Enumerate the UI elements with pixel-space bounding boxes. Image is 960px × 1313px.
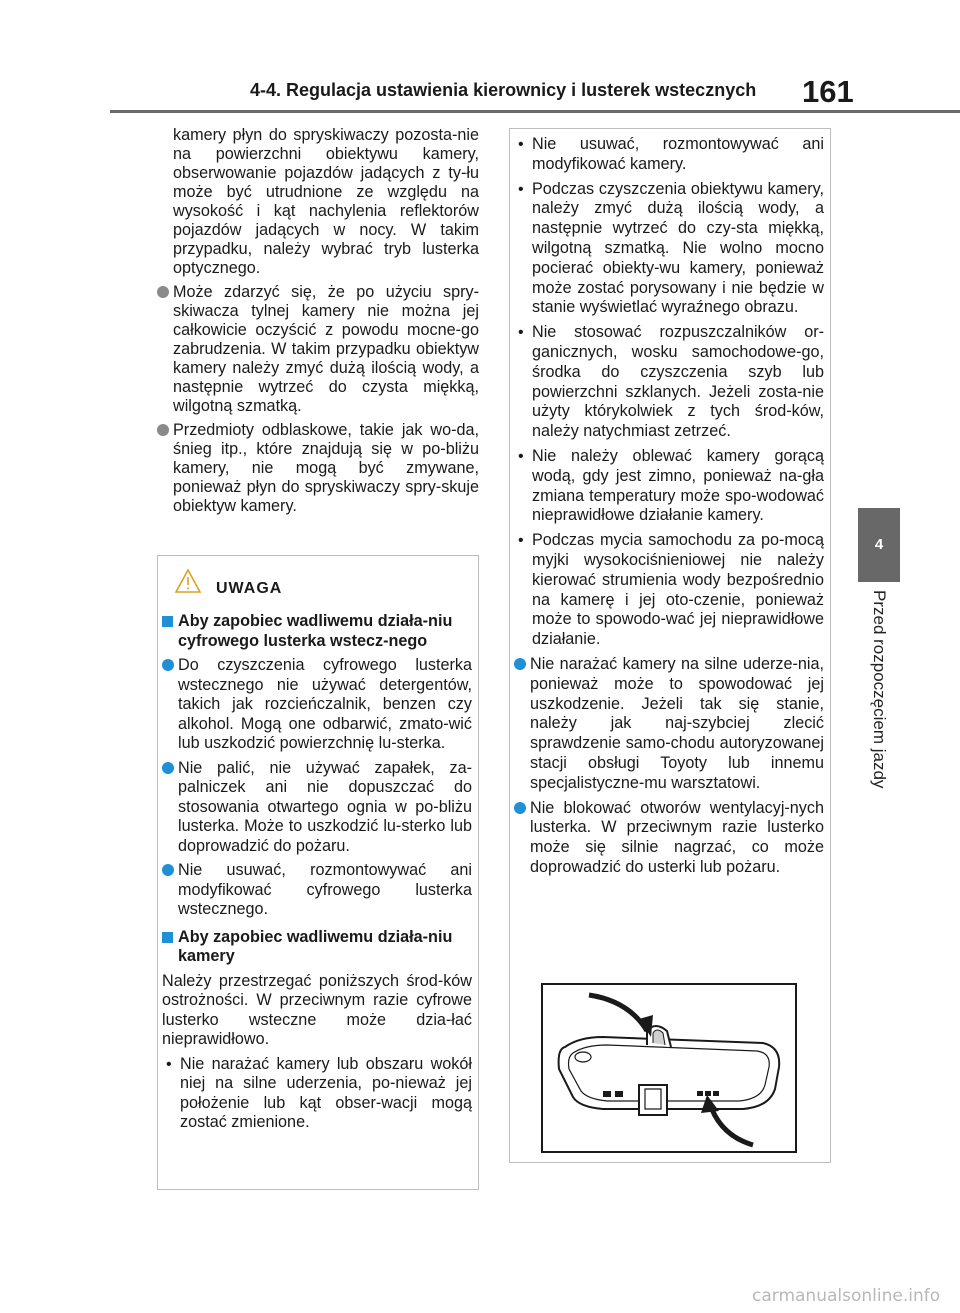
list-item <box>162 656 472 754</box>
bullet-item <box>514 180 824 319</box>
warning-intro: Należy przestrzegać poniższych środ-ków ostrożności. W przeciwnym razie cyfrowe lusterko wsteczne może dzia-łać nieprawidłowo. <box>162 971 472 1048</box>
bullet-mark-icon: • <box>518 324 524 342</box>
bullet-mark-icon: • <box>166 1055 172 1073</box>
list-item <box>514 799 824 878</box>
bullet-dot-icon <box>162 762 174 774</box>
watermark: carmanualsonline.info <box>752 1286 941 1306</box>
warning-content <box>162 604 472 1133</box>
bullet-dot-icon <box>514 658 526 670</box>
warning-header <box>158 568 478 600</box>
bullet-dot-icon <box>162 864 174 876</box>
rear-view-mirror-illustration <box>541 983 797 1153</box>
list-item <box>514 655 824 794</box>
bullet-item <box>514 531 824 650</box>
list-item <box>162 861 472 920</box>
list-item-text: Nie narażać kamery na silne uderze-nia, ponieważ może to spowodować jej uszkodzenie. Jeżeli tak się stanie, należy jak naj-szybciej zlecić sprawdzenie samo-chodu autoryzowanej stacji obsługi Toyoty lub innemu specjalistyczne-mu warsztatowi. <box>530 654 824 792</box>
bullet-mark-icon: • <box>518 447 524 465</box>
bullet-mark-icon: • <box>518 180 524 198</box>
page-header <box>0 0 960 120</box>
square-bullet-icon <box>162 932 173 943</box>
warning-triangle-icon <box>174 568 202 594</box>
chapter-label: Przed rozpoczęciem jazdy <box>870 590 889 789</box>
bullet-mark-icon: • <box>518 136 524 153</box>
subheading-text: Aby zapobiec wadliwemu działa-niu cyfrowego lusterka wstecz-nego <box>178 612 453 650</box>
bullet-item <box>162 1055 472 1133</box>
warning-box <box>157 555 479 1190</box>
list-item-text: Nie blokować otworów wentylacyj-nych lusterka. W przeciwnym razie lusterko może się silnie nagrzać, co może doprowadzić do usterki lub pożaru. <box>530 798 824 876</box>
warning-title: UWAGA <box>216 580 283 597</box>
list-item <box>162 759 472 857</box>
bullet-mark-icon: • <box>518 532 524 550</box>
list-item-text: Nie usuwać, rozmontowywać ani modyfikować cyfrowego lusterka wstecznego. <box>178 861 472 918</box>
header-divider <box>110 110 960 113</box>
bullet-item <box>514 135 824 175</box>
chapter-tab <box>858 508 900 582</box>
warning-continuation-content <box>514 135 824 878</box>
bullet-text: Podczas czyszczenia obiektywu kamery, należy zmyć dużą ilością wody, a następnie wytrzeć do czy-sta miękką, wilgotną szmatką. Nie wolno mocno pocierać obiekty-wu kamery, ponieważ może zostać porysowany i nie będzie w stanie wyświetlać wyraźnego obrazu. <box>532 179 824 317</box>
list-item-text: Może zdarzyć się, że po użyciu spry-skiwacza tylnej kamery nie można jej całkowicie oczyścić z powodu mocne-go zabrudzenia. W takim przypadku obiektyw kamery należy zmyć dużą ilością wody, a następnie wytrzeć do czysta miękką, wilgotną szmatką. <box>173 283 479 415</box>
list-item <box>157 421 479 516</box>
list-item-text: Przedmioty odblaskowe, takie jak wo-da, śnieg itp., które znajdują się w po-bliżu kamery, nie mogą być zmywane, ponieważ płyn do spryskiwaczy spry-skuje obiektyw kamery. <box>173 421 479 515</box>
warning-subheading <box>162 928 472 967</box>
continuation-text: kamery płyn do spryskiwaczy pozosta-nie na powierzchni obiektywu kamery, obserwowanie pojazdów jadących z ty-łu może być utrudnione ze względu na wysokość i kąt nachylenia reflektorów pojazdów jadących w nocy. W takim przypadku, należy wybrać tryb lusterka optycznego. <box>173 126 479 277</box>
bullet-text: Nie usuwać, rozmontowywać ani modyfikować kamery. <box>532 135 824 173</box>
chapter-number: 4 <box>874 536 884 553</box>
subheading-text: Aby zapobiec wadliwemu działa-niu kamery <box>178 927 453 965</box>
bullet-text: Nie narażać kamery lub obszaru wokół niej na silne uderzenia, po-nieważ jej położenie lub kąt obser-wacji mogą zostać zmienione. <box>180 1054 472 1131</box>
bullet-dot-icon <box>514 802 526 814</box>
square-bullet-icon <box>162 616 173 627</box>
section-title: 4-4. Regulacja ustawienia kierownicy i lusterek wstecznych <box>250 80 757 100</box>
list-item-text: Do czyszczenia cyfrowego lusterka wstecznego nie używać detergentów, takich jak rozcieńczalnik, benzen czy alkohol. Mogą one odbarwić, zmato-wić lub uszkodzić powierzchnię lu-sterka. <box>178 656 472 752</box>
mirror-drawing-icon <box>543 985 795 1151</box>
bullet-text: Nie stosować rozpuszczalników or-ganicznych, wosku samochodowe-go, środka do czyszczenia szyb lub powierzchni szklanych. Jeżeli zosta-nie użyty którykolwiek z tych środ-ków, należy natychmiast zetrzeć. <box>532 323 824 441</box>
left-column <box>157 126 479 516</box>
list-item <box>157 283 479 416</box>
bullet-item <box>514 323 824 442</box>
bullet-text: Nie należy oblewać kamery gorącą wodą, gdy jest zimno, ponieważ na-gła zmiana temperatury może spo-wodować nieprawidłowe działanie kamery. <box>532 446 824 525</box>
bullet-item <box>514 447 824 526</box>
bullet-dot-icon <box>162 659 174 671</box>
page-number: 161 <box>802 74 854 109</box>
warning-subheading <box>162 612 472 651</box>
list-item-text: Nie palić, nie używać zapałek, za-palniczek ani nie dopuszczać do stosowania otwartego ognia w po-bliżu lusterka. Może to uszkodzić lu-sterko lub doprowadzić do pożaru. <box>178 758 472 855</box>
bullet-dot-icon <box>157 424 169 436</box>
bullet-text: Podczas mycia samochodu za po-mocą myjki wysokociśnieniowej nie należy kierować strumienia wody bezpośrednio na kamerę i jej oto-czenie, ponieważ może to spowodo-wać jej nieprawidłowe działanie. <box>532 531 824 649</box>
bullet-dot-icon <box>157 286 169 298</box>
